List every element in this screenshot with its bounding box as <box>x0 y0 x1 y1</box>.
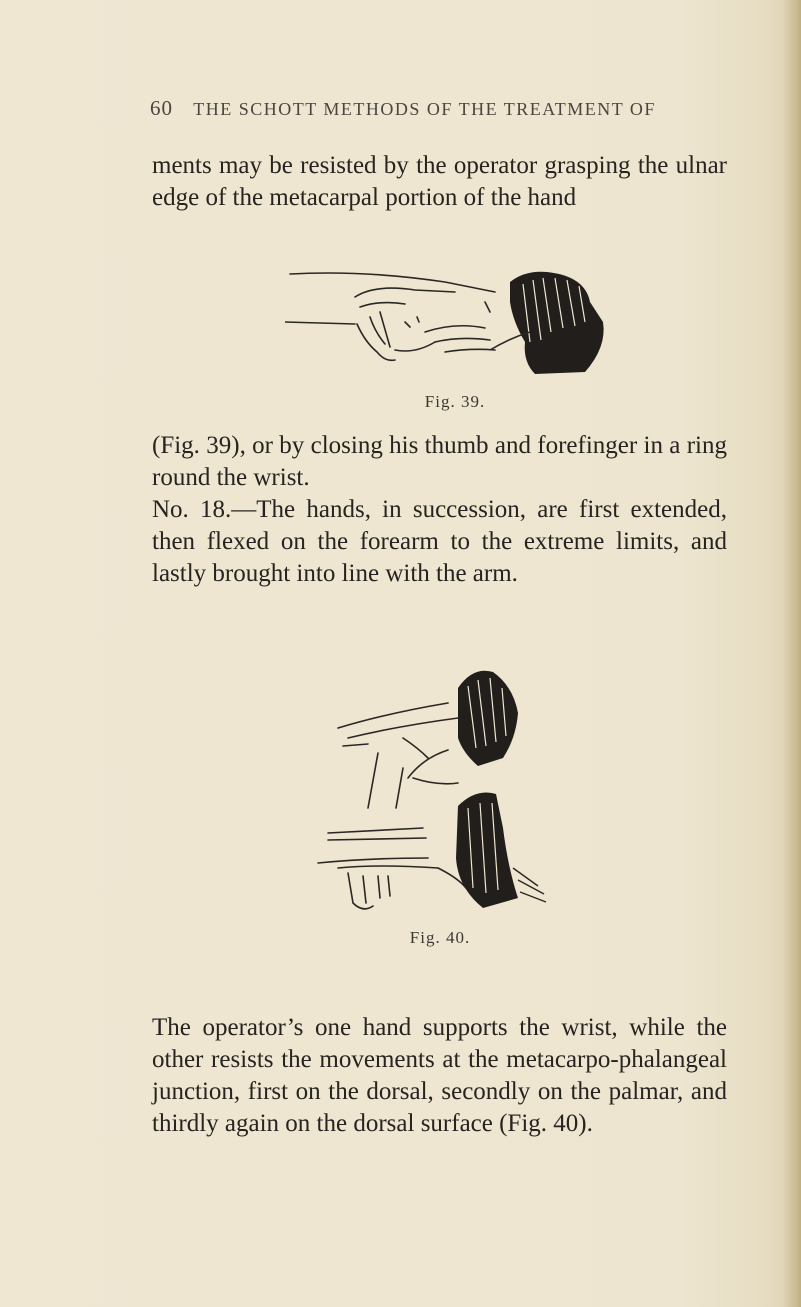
exercise-item: No. 18.—The hands, in succession, are first extended, then flexed on the forearm to the extreme limits, and lastly brought into line with the arm. <box>152 496 727 587</box>
running-title: THE SCHOTT METHODS OF THE TREATMENT OF <box>193 99 656 119</box>
page-number: 60 <box>150 96 173 120</box>
paragraph-line: (Fig. 39), or by closing his thumb and forefinger in a ring round the wrist. <box>152 432 727 491</box>
paragraph-operator <box>152 1012 727 1140</box>
paragraph-continuation <box>152 150 727 214</box>
figure-40-caption: Fig. 40. <box>409 928 471 947</box>
paragraph-text: ments may be resisted by the operator grasping the ulnar edge of the metacarpal portion of the hand <box>152 152 727 211</box>
figure-39 <box>285 262 625 387</box>
hand-grasping-illustration-icon <box>285 262 625 387</box>
page-edge-shadow <box>783 0 801 1307</box>
paragraph-exercise-18 <box>152 430 727 590</box>
paragraph-text: The operator’s one hand supports the wrist, while the other resists the movements at the metacarpo-phalangeal junction, first on the dorsal, secondly on the palmar, and thirdly again on the dorsal surface (Fig. 40). <box>152 1014 727 1137</box>
figure-40 <box>308 658 568 920</box>
running-header <box>150 96 710 121</box>
figure-39-caption: Fig. 39. <box>424 392 486 411</box>
hand-flexion-illustration-icon <box>308 658 568 920</box>
